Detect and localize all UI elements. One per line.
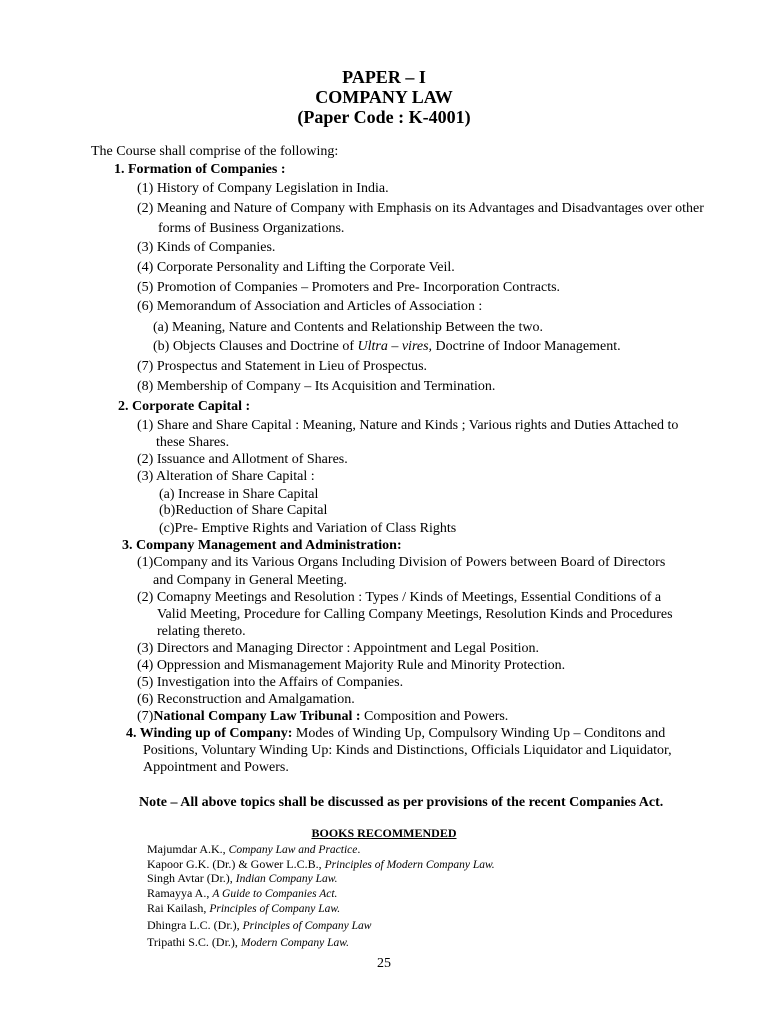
book-title: Modern Company Law. [240, 937, 349, 949]
book-title: A Guide to Companies Act. [212, 888, 338, 900]
book-entry [147, 918, 371, 934]
note: Note – All above topics shall be discussed as per provisions of the recent Companies Act. [139, 795, 664, 810]
section-text: Modes of Winding Up, Compulsory Winding Up – Conditons and [292, 726, 666, 741]
list-item-text: Composition and Powers. [360, 709, 509, 724]
list-item: (3) Directors and Managing Director : Appointment and Legal Position. [137, 641, 540, 656]
sub-list-item-text: (b) Objects Clauses and Doctrine of [153, 339, 358, 354]
list-item: (5) Investigation into the Affairs of Companies. [137, 675, 404, 690]
sub-list-item: (a) Meaning, Nature and Contents and Relationship Between the two. [153, 320, 543, 335]
list-item: (1) Share and Share Capital : Meaning, Nature and Kinds ; Various rights and Duties Attached to [137, 418, 679, 433]
list-item: (2) Issuance and Allotment of Shares. [137, 452, 348, 467]
sub-list-item [153, 338, 621, 355]
section-heading: 4. Winding up of Company: [126, 726, 293, 741]
page-number: 25 [377, 956, 391, 971]
book-entry [147, 901, 340, 917]
section-text-line: Positions, Voluntary Winding Up: Kinds and Distinctions, Officials Liquidator and Liquidator, [143, 743, 672, 758]
book-author: Rai Kailash, [147, 901, 210, 915]
list-item: (6) Memorandum of Association and Articles of Association : [137, 299, 483, 314]
list-item: (6) Reconstruction and Amalgamation. [137, 692, 355, 707]
list-item-continuation: and Company in General Meeting. [153, 573, 348, 588]
book-entry [147, 886, 337, 902]
list-item-continuation: forms of Business Organizations. [158, 221, 345, 236]
book-entry [147, 935, 349, 951]
list-item: (7) Prospectus and Statement in Lieu of Prospectus. [137, 359, 428, 374]
list-item [137, 708, 508, 725]
list-item: (2) Meaning and Nature of Company with Emphasis on its Advantages and Disadvantages over other [137, 201, 704, 216]
list-item: (3) Alteration of Share Capital : [137, 469, 315, 484]
list-item-continuation: relating thereto. [157, 624, 246, 639]
sub-list-item: (b)Reduction of Share Capital [159, 503, 328, 518]
book-entry [147, 871, 337, 887]
list-item: (4) Oppression and Mismanagement Majority Rule and Minority Protection. [137, 658, 566, 673]
section-text-line: Appointment and Powers. [143, 760, 289, 775]
book-title: Principles of Company Law. [209, 903, 341, 915]
list-item: (4) Corporate Personality and Lifting the Corporate Veil. [137, 260, 455, 275]
list-item-continuation: Valid Meeting, Procedure for Calling Company Meetings, Resolution Kinds and Procedures [157, 607, 673, 622]
book-author: Tripathi S.C. (Dr.), [147, 935, 241, 949]
list-item: (2) Comapny Meetings and Resolution : Types / Kinds of Meetings, Essential Conditions of a [137, 590, 662, 605]
list-item: (1)Company and its Various Organs Including Division of Powers between Board of Directors [137, 555, 666, 570]
book-title: Company Law and Practice [228, 844, 358, 856]
ultra-vires-term: Ultra – vires, [357, 339, 433, 354]
list-item-number: (7) [137, 709, 154, 724]
section-paragraph [126, 725, 665, 742]
book-author: Kapoor G.K. (Dr.) & Gower L.C.B., [147, 857, 325, 871]
book-author: Dhingra L.C. (Dr.), [147, 918, 243, 932]
book-title: Indian Company Law. [235, 873, 338, 885]
book-title: Principles of Company Law [242, 920, 372, 932]
list-item: (1) History of Company Legislation in India. [137, 181, 389, 196]
book-punct: . [357, 842, 361, 856]
books-heading: BOOKS RECOMMENDED [311, 826, 457, 840]
section-heading: 3. Company Management and Administration: [122, 538, 402, 553]
paper-title: COMPANY LAW [315, 87, 453, 107]
intro-text: The Course shall comprise of the following: [91, 144, 339, 159]
list-item: (5) Promotion of Companies – Promoters and Pre- Incorporation Contracts. [137, 280, 561, 295]
sub-list-item: (c)Pre- Emptive Rights and Variation of Class Rights [159, 521, 457, 536]
list-item: (3) Kinds of Companies. [137, 240, 276, 255]
list-item: (8) Membership of Company – Its Acquisition and Termination. [137, 379, 496, 394]
book-author: Singh Avtar (Dr.), [147, 871, 236, 885]
book-entry [147, 842, 360, 858]
paper-code: (Paper Code : K-4001) [297, 107, 471, 127]
section-heading: 2. Corporate Capital : [118, 399, 251, 414]
list-item-continuation: these Shares. [156, 435, 230, 450]
book-author: Majumdar A.K., [147, 842, 229, 856]
sub-list-item-text: Doctrine of Indoor Management. [432, 339, 621, 354]
section-heading: 1. Formation of Companies : [114, 162, 286, 177]
paper-number: PAPER – I [342, 67, 426, 87]
book-title: Principles of Modern Company Law. [324, 859, 495, 871]
book-author: Ramayya A., [147, 886, 213, 900]
sub-list-item: (a) Increase in Share Capital [159, 487, 319, 502]
tribunal-term: National Company Law Tribunal : [153, 709, 361, 724]
